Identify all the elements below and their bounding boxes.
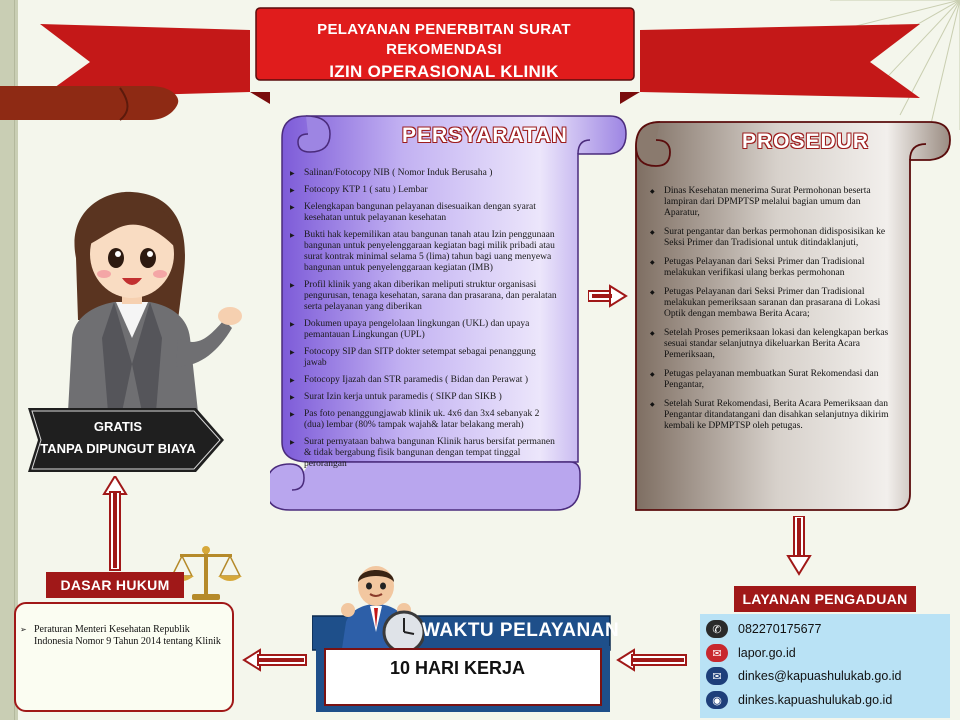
list-item: ▶ Surat pernyataan bahwa bangunan Klinik harus bersifat permanen & tidak bergabung fisik bangunan dengan tempat tinggal perorangan (288, 437, 558, 470)
whatsapp-icon: ✆ (706, 620, 728, 638)
gratis-label (28, 416, 208, 460)
list-item: ▶ Salinan/Fotocopy NIB ( Nomor Induk Berusaha ) (288, 168, 558, 179)
arrow-down-icon (786, 516, 812, 576)
web-icon: ◉ (706, 691, 728, 709)
list-item: ▶ Fotocopy SIP dan SITP dokter setempat sebagai penanggung jawab (288, 347, 558, 369)
layanan-pengaduan-heading: LAYANAN PENGADUAN (734, 586, 916, 612)
list-item: ◆ Surat pengantar dan berkas permohonan didisposisikan ke Seksi Primer dan Tradisional untuk ditindaklanjuti, (648, 227, 898, 249)
contact-text: lapor.go.id (738, 646, 796, 660)
list-item: ▶ Bukti hak kepemilikan atau bangunan tanah atau Izin penggunaan bangunan untuk penyelenggaraan kegiatan bagi milik pribadi atau surat kontrak minimal selama 5 (lima) tahun bagi uang menyewa bangunan untuk penyelenggaraan kegiatan (IMB) (288, 230, 558, 274)
list-item: ◆ Setelah Proses pemeriksaan lokasi dan kelengkapan berkas sesuai standar selanjutnya dikeluarkan Berita Acara Pemeriksaan, (648, 328, 898, 361)
dasar-hukum-box (14, 602, 234, 712)
arrow-up-icon (102, 476, 128, 572)
contact-web[interactable] (706, 690, 892, 710)
list-item: ◆ Dinas Kesehatan menerima Surat Permohonan beserta lampiran dari DPMPTSP melalui bagian umum dan Aparatur, (648, 186, 898, 219)
prosedur-heading: PROSEDUR (742, 130, 870, 153)
list-item: ◆ Petugas Pelayanan dari Seksi Primer dan Tradisional melakukan pemeriksaan saranan dan prasarana di Lokasi Optik dengan membawa Berita Acara; (648, 287, 898, 320)
contact-email[interactable] (706, 666, 902, 686)
contact-text: dinkes@kapuashulukab.go.id (738, 669, 902, 683)
email-icon: ✉ (706, 667, 728, 685)
dasar-hukum-list (20, 624, 230, 648)
waktu-pelayanan-value: 10 HARI KERJA (390, 658, 526, 678)
list-item: ▶ Profil klinik yang akan diberikan meliputi struktur organisasi pengurusan, tenaga kesehatan, sarana dan prasarana, dan peralatan serta pelayanan yang diberikan (288, 280, 558, 313)
persyaratan-heading: PERSYARATAN (402, 124, 568, 147)
contact-text: dinkes.kapuashulukab.go.id (738, 693, 893, 707)
woman-illustration (48, 188, 244, 412)
persyaratan-list (288, 168, 558, 476)
businessman-clock-illustration (328, 562, 424, 662)
gratis-line-1: GRATIS (93, 419, 143, 434)
list-item: ▶ Fotocopy KTP 1 ( satu ) Lembar (288, 185, 558, 196)
arrow-left-icon (242, 648, 308, 672)
waktu-pelayanan-heading: WAKTU PELAYANAN (422, 620, 620, 641)
gratis-line-2: TANPA DIPUNGUT BIAYA (40, 441, 196, 456)
contact-whatsapp[interactable] (706, 619, 821, 639)
list-item: ➢ Peraturan Menteri Kesehatan Republik Indonesia Nomor 9 Tahun 2014 tentang Klinik (20, 624, 230, 648)
contact-lapor[interactable] (706, 643, 796, 663)
page-title (258, 20, 630, 82)
list-item: ▶ Pas foto penanggungjawab klinik uk. 4x6 dan 3x4 sebanyak 2 (dua) lembar (80% tampak wajah& latar belakang merah) (288, 409, 558, 431)
title-line-1: PELAYANAN PENERBITAN SURAT REKOMENDASI (317, 21, 571, 58)
contact-text: 082270175677 (738, 622, 822, 636)
list-item: ▶ Surat Izin kerja untuk paramedis ( SIKP dan SIKB ) (288, 392, 558, 403)
left-red-band (0, 72, 180, 152)
prosedur-list (648, 186, 898, 440)
title-line-2: IZIN OPERASIONAL KLINIK (329, 62, 559, 81)
lapor-icon: ✉ (706, 644, 728, 662)
list-item: ◆ Petugas Pelayanan dari Seksi Primer dan Tradisional melakukan verifikasi ulang berkas permohonan (648, 257, 898, 279)
arrow-left-icon (616, 648, 688, 672)
dasar-hukum-heading: DASAR HUKUM (46, 572, 184, 598)
list-item: ▶ Dokumen upaya pengelolaan lingkungan (UKL) dan upaya pemantauan Lingkungan (UPL) (288, 319, 558, 341)
list-item: ◆ Petugas pelayanan membuatkan Surat Rekomendasi dan Pengantar, (648, 369, 898, 391)
list-item: ▶ Fotocopy Ijazah dan STR paramedis ( Bidan dan Perawat ) (288, 375, 558, 386)
list-item: ▶ Kelengkapan bangunan pelayanan disesuaikan dengan syarat kesehatan untuk pelayanan kesehatan (288, 202, 558, 224)
list-item: ◆ Setelah Surat Rekomendasi, Berita Acara Pemeriksaan dan Pengantar ditandatangani dan disahkan selanjutnya dikirim kembali ke DPMPTSP oleh petugas. (648, 399, 898, 432)
